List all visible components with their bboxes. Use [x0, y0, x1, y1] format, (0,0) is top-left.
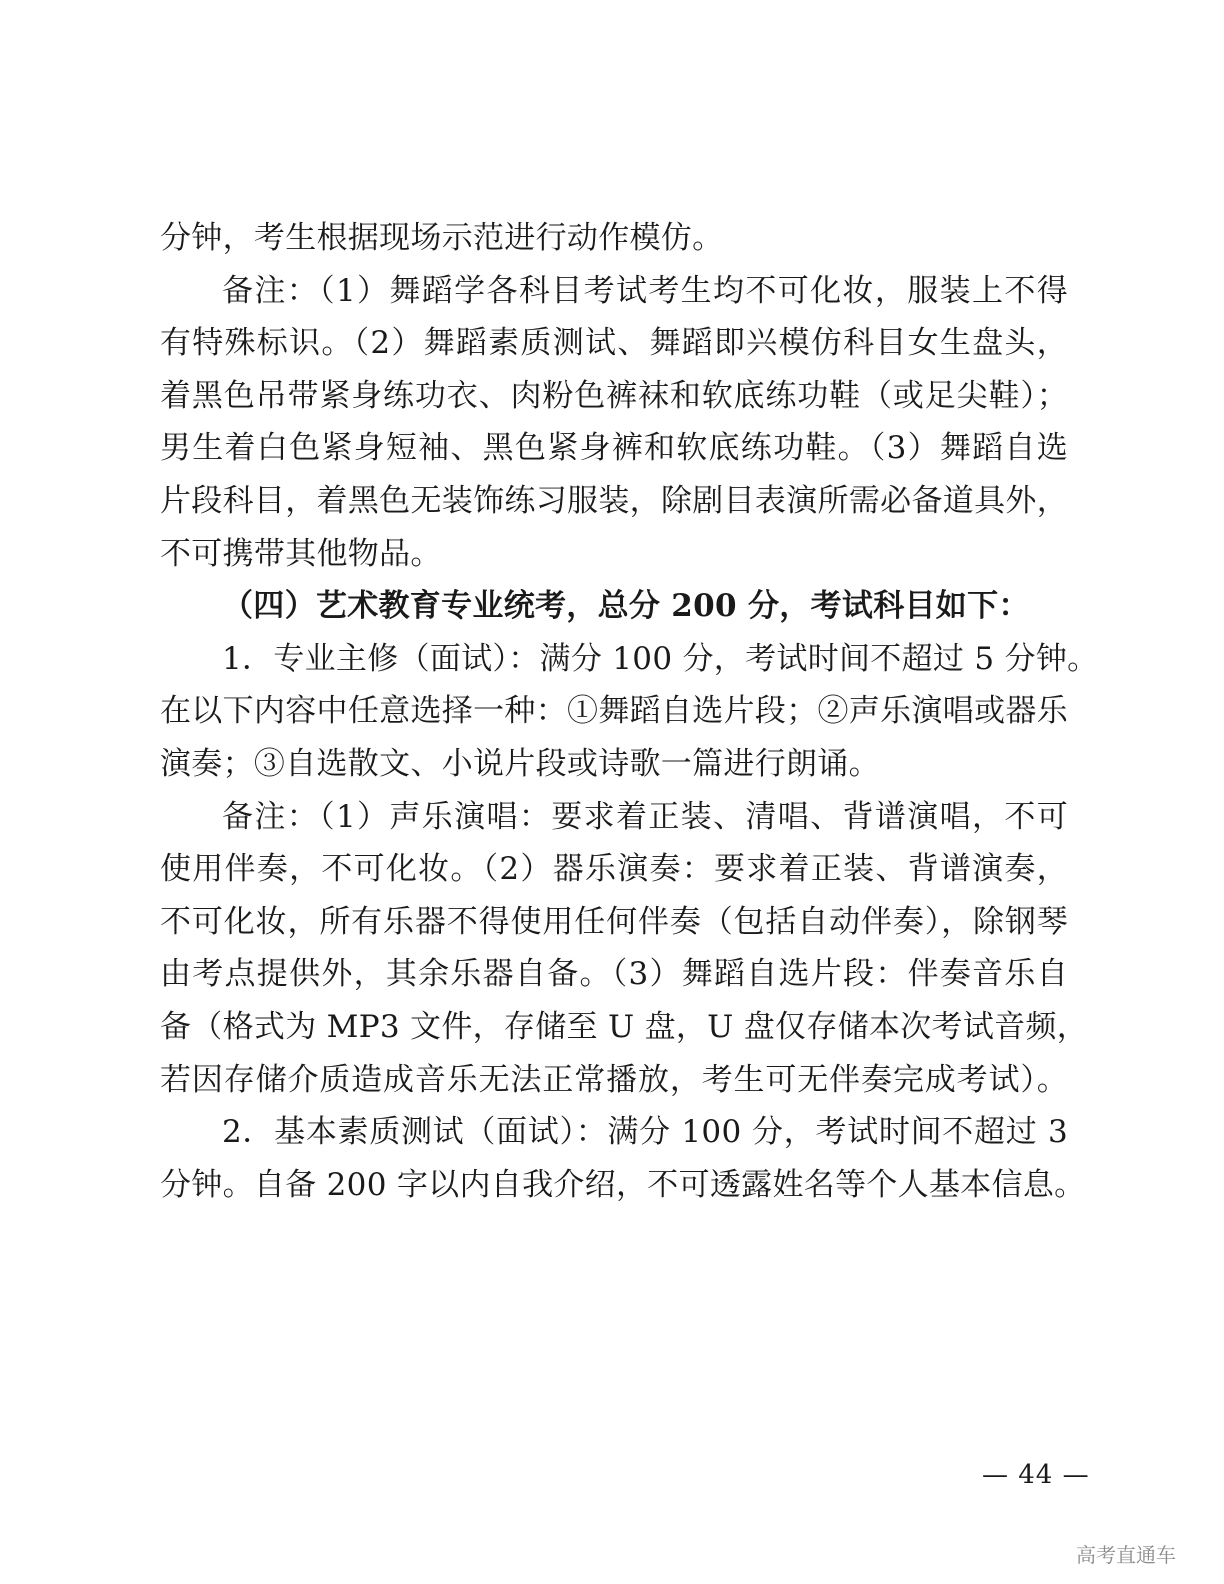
body-line: 若因存储介质造成音乐无法正常播放，考生可无伴奏完成考试）。 [160, 1061, 1068, 1098]
page-number: — 44 — [982, 1460, 1090, 1490]
body-line: 不可携带其他物品。 [160, 535, 442, 572]
body-line: 不可化妆，所有乐器不得使用任何伴奏（包括自动伴奏），除钢琴 [160, 903, 1068, 940]
watermark: 高考直通车 [1076, 1543, 1176, 1567]
section-heading: （四）艺术教育专业统考，总分 200 分，考试科目如下： [222, 588, 1030, 625]
body-line: 有特殊标识。（2）舞蹈素质测试、舞蹈即兴模仿科目女生盘头， [160, 325, 1068, 362]
document-body [160, 212, 1099, 1211]
body-line: 由考点提供外，其余乐器自备。（3）舞蹈自选片段：伴奏音乐自 [160, 956, 1068, 993]
body-line: 演奏；③自选散文、小说片段或诗歌一篇进行朗诵。 [160, 745, 880, 782]
body-line: 使用伴奏，不可化妆。（2）器乐演奏：要求着正装、背谱演奏， [160, 851, 1068, 888]
body-line: 备（格式为 MP3 文件，存储至 U 盘，U 盘仅存储本次考试音频， [160, 1008, 1089, 1045]
body-line: 备注：（1）声乐演唱：要求着正装、清唱、背谱演唱，不可 [222, 798, 1068, 835]
body-line: 1．专业主修（面试）：满分 100 分，考试时间不超过 5 分钟。 [222, 640, 1099, 677]
body-line: 分钟，考生根据现场示范进行动作模仿。 [160, 220, 724, 256]
body-line: 男生着白色紧身短袖、黑色紧身裤和软底练功鞋。（3）舞蹈自选 [160, 430, 1068, 467]
body-line: 片段科目，着黑色无装饰练习服装，除剧目表演所需必备道具外， [160, 482, 1068, 519]
body-line: 分钟。自备 200 字以内自我介绍，不可透露姓名等个人基本信息。 [160, 1166, 1086, 1203]
body-line: 备注：（1）舞蹈学各科目考试考生均不可化妆，服装上不得 [222, 272, 1068, 309]
body-line: 2．基本素质测试（面试）：满分 100 分，考试时间不超过 3 [222, 1114, 1068, 1151]
body-line: 着黑色吊带紧身练功衣、肉粉色裤袜和软底练功鞋（或足尖鞋）； [160, 377, 1068, 414]
body-line: 在以下内容中任意选择一种：①舞蹈自选片段；②声乐演唱或器乐 [160, 693, 1068, 730]
